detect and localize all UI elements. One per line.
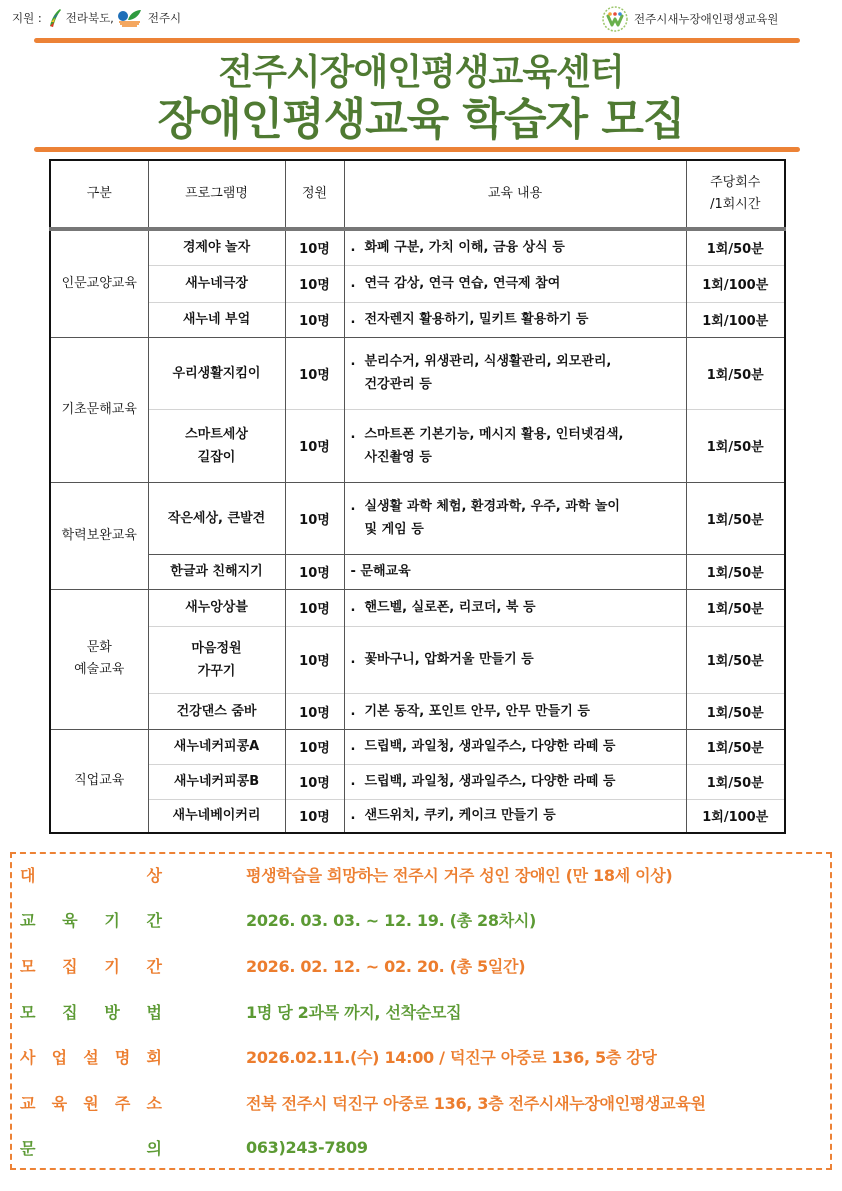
info-row: [20, 1041, 657, 1071]
frequency: 1회/50분: [686, 764, 785, 799]
program-name: 새누네베이커리: [148, 799, 285, 833]
info-row: [20, 996, 462, 1026]
frequency: 1회/50분: [686, 693, 785, 729]
program-name: 작은세상, 큰발견: [148, 482, 285, 554]
category-cell: 문화 예술교육: [50, 589, 148, 729]
sponsor-jeonbuk: 전라북도,: [65, 11, 114, 25]
category-cell: 직업교육: [50, 729, 148, 833]
table-row: [50, 302, 785, 337]
capacity: 10명: [285, 693, 344, 729]
organization: [602, 6, 778, 32]
program-table: [49, 159, 786, 834]
capacity: 10명: [285, 626, 344, 693]
page-title: 장애인평생교육 학습자 모집: [157, 94, 685, 145]
table-header-row: [50, 160, 785, 229]
content: . 기본 동작, 포인트 안무, 안무 만들기 등: [344, 693, 686, 729]
content: . 핸드벨, 실로폰, 리코더, 북 등: [344, 589, 686, 626]
info-label: 문 의: [20, 1138, 162, 1158]
capacity: 10명: [285, 729, 344, 764]
center-title: 전주시장애인평생교육센터: [218, 52, 624, 93]
frequency: 1회/50분: [686, 409, 785, 482]
sponsor-credits: [12, 8, 181, 28]
content: - 문해교육: [344, 554, 686, 589]
table-row: [50, 482, 785, 554]
program-name: 새누네 부엌: [148, 302, 285, 337]
info-value: 063)243-7809: [246, 1137, 368, 1157]
program-name: 새누앙상블: [148, 589, 285, 626]
frequency: 1회/100분: [686, 799, 785, 833]
info-row: [20, 1132, 368, 1162]
content: . 스마트폰 기본기능, 메시지 활용, 인터넷검색, 사진촬영 등: [344, 409, 686, 482]
content: . 꽃바구니, 압화거울 만들기 등: [344, 626, 686, 693]
info-label: 모 집 방 법: [20, 1002, 162, 1022]
info-value: 2026. 02. 12. ~ 02. 20. (총 5일간): [246, 956, 526, 976]
header-program: 프로그램명: [148, 160, 285, 229]
info-row: [20, 1087, 706, 1117]
info-row: [20, 904, 537, 934]
info-label: 대 상: [20, 865, 162, 885]
capacity: 10명: [285, 764, 344, 799]
organization-name: 전주시새누장애인평생교육원: [634, 12, 779, 26]
program-name: 건강댄스 줌바: [148, 693, 285, 729]
table-row: [50, 799, 785, 833]
capacity: 10명: [285, 482, 344, 554]
frequency: 1회/50분: [686, 337, 785, 409]
frequency: 1회/50분: [686, 554, 785, 589]
category-cell: 인문교양교육: [50, 229, 148, 337]
table-row: [50, 693, 785, 729]
program-name: 스마트세상 길잡이: [148, 409, 285, 482]
jeonju-logo-icon: [116, 8, 142, 28]
content: . 실생활 과학 체험, 환경과학, 우주, 과학 놀이 및 게임 등: [344, 482, 686, 554]
header-content: 교육 내용: [344, 160, 686, 229]
frequency: 1회/100분: [686, 265, 785, 302]
info-row: [20, 859, 673, 889]
table-row: [50, 554, 785, 589]
support-label: 지원 :: [12, 11, 42, 25]
capacity: 10명: [285, 799, 344, 833]
sponsor-jeonju: 전주시: [147, 11, 182, 25]
program-name: 새누네커피콩B: [148, 764, 285, 799]
header-category: 구분: [50, 160, 148, 229]
frequency: 1회/50분: [686, 626, 785, 693]
content: . 드립백, 과일청, 생과일주스, 다양한 라떼 등: [344, 729, 686, 764]
frequency: 1회/50분: [686, 229, 785, 265]
info-value: 2026.02.11.(수) 14:00 / 덕진구 아중로 136, 5층 강당: [246, 1047, 657, 1067]
info-label: 사 업 설 명 회: [20, 1047, 162, 1067]
category-cell: 학력보완교육: [50, 482, 148, 589]
capacity: 10명: [285, 265, 344, 302]
frequency: 1회/100분: [686, 302, 785, 337]
table-row: [50, 729, 785, 764]
table-row: [50, 265, 785, 302]
program-name: 새누네커피콩A: [148, 729, 285, 764]
info-label: 모 집 기 간: [20, 956, 162, 976]
info-label: 교 육 기 간: [20, 910, 162, 930]
table-row: [50, 409, 785, 482]
program-name: 마음정원 가꾸기: [148, 626, 285, 693]
table-row: [50, 337, 785, 409]
info-value: 1명 당 2과목 까지, 선착순모집: [246, 1002, 462, 1022]
content: . 전자렌지 활용하기, 밀키트 활용하기 등: [344, 302, 686, 337]
content: . 분리수거, 위생관리, 식생활관리, 외모관리, 건강관리 등: [344, 337, 686, 409]
capacity: 10명: [285, 337, 344, 409]
frequency: 1회/50분: [686, 729, 785, 764]
header-frequency: 주당회수 /1회시간: [686, 160, 785, 229]
info-value: 평생학습을 희망하는 전주시 거주 성인 장애인 (만 18세 이상): [246, 865, 673, 885]
capacity: 10명: [285, 302, 344, 337]
frequency: 1회/50분: [686, 482, 785, 554]
table-row: [50, 589, 785, 626]
organization-logo-icon: [602, 6, 628, 32]
info-label: 교 육 원 주 소: [20, 1093, 162, 1113]
header-capacity: 정원: [285, 160, 344, 229]
content: . 샌드위치, 쿠키, 케이크 만들기 등: [344, 799, 686, 833]
program-name: 한글과 친해지기: [148, 554, 285, 589]
info-row: [20, 950, 526, 980]
program-name: 경제야 놀자: [148, 229, 285, 265]
table-row: [50, 764, 785, 799]
capacity: 10명: [285, 229, 344, 265]
program-name: 우리생활지킴이: [148, 337, 285, 409]
content: . 화폐 구분, 가치 이해, 금융 상식 등: [344, 229, 686, 265]
page-header: [0, 0, 842, 36]
category-cell: 기초문해교육: [50, 337, 148, 482]
frequency: 1회/50분: [686, 589, 785, 626]
content: . 연극 감상, 연극 연습, 연극제 참여: [344, 265, 686, 302]
top-divider: [34, 38, 800, 43]
info-value: 2026. 03. 03. ~ 12. 19. (총 28차시): [246, 910, 537, 930]
info-value: 전북 전주시 덕진구 아중로 136, 3층 전주시새누장애인평생교육원: [246, 1093, 706, 1113]
content: . 드립백, 과일청, 생과일주스, 다양한 라떼 등: [344, 764, 686, 799]
program-name: 새누네극장: [148, 265, 285, 302]
title-divider: [34, 147, 800, 152]
capacity: 10명: [285, 409, 344, 482]
table-row: [50, 626, 785, 693]
table-row: [50, 229, 785, 265]
capacity: 10명: [285, 589, 344, 626]
capacity: 10명: [285, 554, 344, 589]
jeonbuk-logo-icon: [48, 8, 62, 28]
